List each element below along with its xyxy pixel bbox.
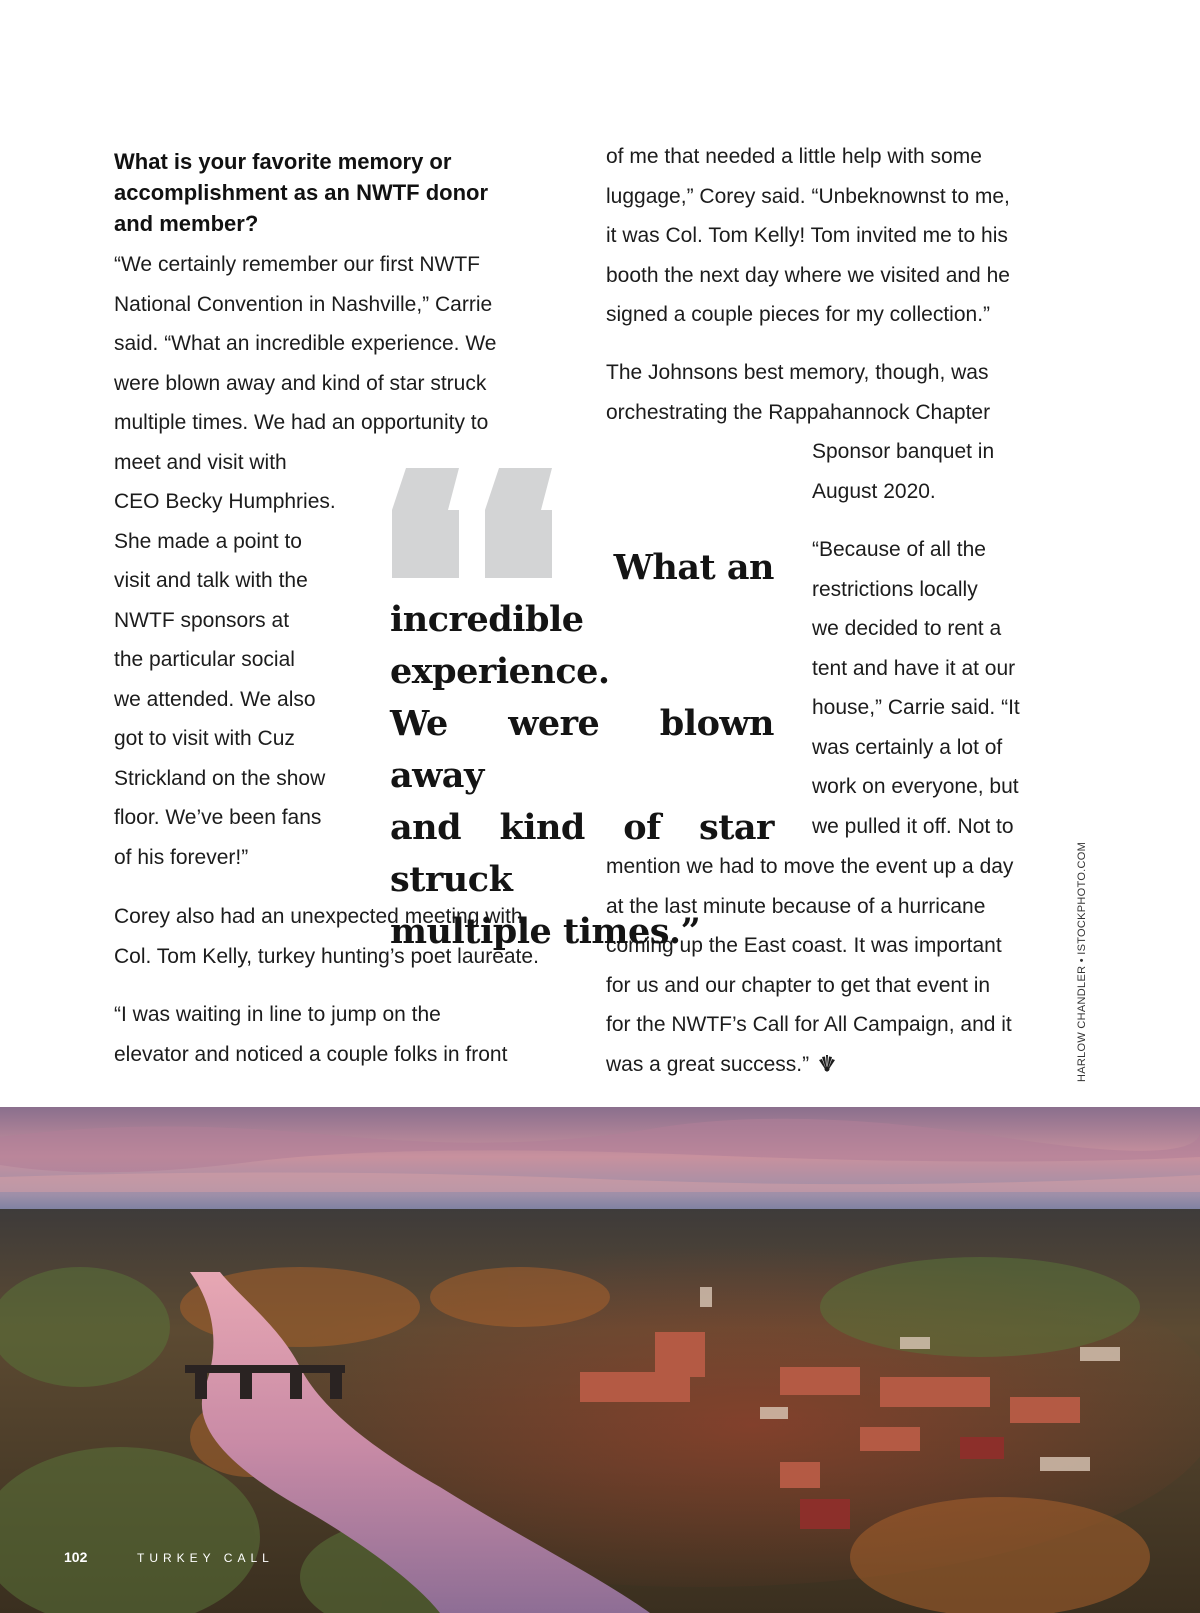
pull-quote (390, 542, 774, 958)
left-paragraph-3: “I was waiting in line to jump on the elevator and noticed a couple folks in front (114, 1003, 508, 1066)
photo-credit: HARLOW CHANDLER • ISTOCKPHOTO.COM (1076, 841, 1088, 1082)
turkey-fan-end-mark-icon (817, 1054, 837, 1074)
pull-quote-line: and kind of star struck (390, 807, 774, 900)
right-paragraph-3-inset: “Because of all the restrictions locally we decided to rent a tent and have it at our house,” Carrie said. “It was certainly a lot of work on everyone, but we pulled it off. Not to (812, 538, 1020, 838)
right-paragraph-2-inset: Sponsor banquet in August 2020. (812, 440, 995, 503)
magazine-name: TURKEY CALL (137, 1551, 274, 1565)
right-paragraph-2-top: The Johnsons best memory, though, was orchestrating the Rappahannock Chapter (606, 361, 991, 424)
left-paragraph-2: Corey also had an unexpected meeting with Col. Tom Kelly, turkey hunting’s poet laureate. (114, 905, 539, 968)
page-number: 102 (64, 1549, 88, 1565)
pull-quote-line: multiple times.” (390, 911, 701, 952)
question-heading: What is your favorite memory or accomplishment as an NWTF donor and member? (114, 149, 489, 236)
pull-quote-line: incredible experience. (390, 599, 610, 692)
pull-quote-line: We were blown away (390, 703, 774, 796)
right-paragraph-3-bottom: mention we had to move the event up a day at the last minute because of a hurricane coming up the East coast. It was important for us and our chapter to get that event in for the NWTF’s Call for All Campaign, and it was a great success.” (606, 855, 1014, 1076)
aerial-town-river-photo (0, 1107, 1200, 1613)
left-paragraph-1: “We certainly remember our first NWTF National Convention in Nashville,” Carrie said. “What an incredible experience. We were blown away and kind of star struck multiple times. We had an opportunity to meet and visit with CEO Becky Humphries. She made a point to visit and talk with the NWTF sponsors at the particular social we attended. We also got to visit with Cuz Strickland on the show floor. We’ve been fans of his forever!” (114, 253, 497, 869)
right-paragraph-1: of me that needed a little help with some luggage,” Corey said. “Unbeknownst to me, it was Col. Tom Kelly! Tom invited me to his booth the next day where we visited and he signed a couple pieces for my collection.” (606, 145, 1010, 326)
pull-quote-line: What an (613, 547, 774, 588)
